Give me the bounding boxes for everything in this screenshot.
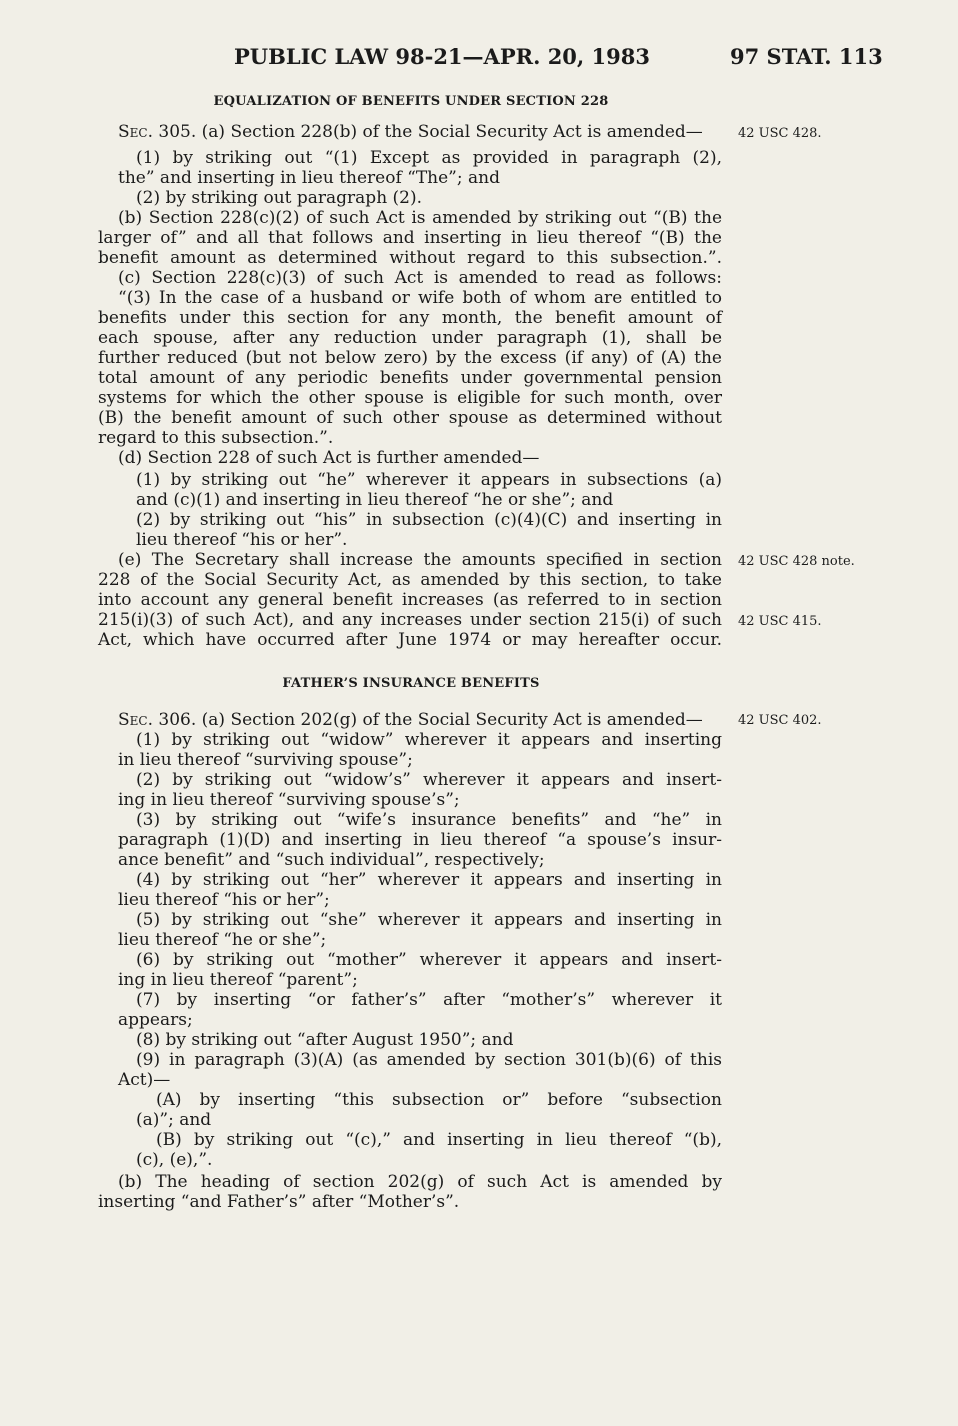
body-line: (9) in paragraph (3)(A) (as amended by section 301(b)(6) of this	[136, 1050, 722, 1070]
body-line: benefits under this section for any month, the benefit amount of	[98, 308, 722, 328]
body-line: paragraph (1)(D) and inserting in lieu thereof “a spouse’s insur-	[118, 830, 722, 850]
body-line: larger of” and all that follows and inserting in lieu thereof “(B) the	[98, 228, 722, 248]
body-line: (1) by striking out “widow” wherever it appears and inserting	[136, 730, 722, 750]
body-line: (2) by striking out “widow’s” wherever it appears and insert-	[136, 770, 722, 790]
body-line: (b) The heading of section 202(g) of such Act is amended by	[118, 1172, 722, 1192]
body-line: (B) by striking out “(c),” and inserting in lieu thereof “(b),	[156, 1130, 722, 1150]
body-line: appears;	[118, 1010, 193, 1030]
body-line: in lieu thereof “surviving spouse”;	[118, 750, 413, 770]
body-line: (e) The Secretary shall increase the amounts specified in section	[118, 550, 722, 570]
body-line: (c), (e),”.	[136, 1150, 213, 1170]
body-line: (3) by striking out “wife’s insurance benefits” and “he” in	[136, 810, 722, 830]
body-line: ing in lieu thereof “surviving spouse’s”;	[118, 790, 460, 810]
body-line: systems for which the other spouse is eligible for such month, over	[98, 388, 722, 408]
body-line: (B) the benefit amount of such other spouse as determined without	[98, 408, 722, 428]
body-line: Act)—	[118, 1070, 171, 1090]
body-line: into account any general benefit increases (as referred to in section	[98, 590, 722, 610]
body-line: (1) by striking out “he” wherever it appears in subsections (a)	[136, 470, 722, 490]
body-line: total amount of any periodic benefits under governmental pension	[98, 368, 722, 388]
body-line: ing in lieu thereof “parent”;	[118, 970, 358, 990]
body-line: (4) by striking out “her” wherever it appears and inserting in	[136, 870, 722, 890]
body-line: and (c)(1) and inserting in lieu thereof “he or she”; and	[136, 490, 614, 510]
body-line: lieu thereof “his or her”.	[136, 530, 348, 550]
body-line: (5) by striking out “she” wherever it appears and inserting in	[136, 910, 722, 930]
body-line: Act, which have occurred after June 1974 or may hereafter occur.	[98, 630, 722, 650]
body-line: (d) Section 228 of such Act is further amended—	[118, 448, 540, 468]
body-line: (6) by striking out “mother” wherever it appears and insert-	[136, 950, 722, 970]
body-line: (b) Section 228(c)(2) of such Act is amended by striking out “(B) the	[118, 208, 722, 228]
body-line: ance benefit” and “such individual”, respectively;	[118, 850, 545, 870]
body-line: (A) by inserting “this subsection or” before “subsection	[156, 1090, 722, 1110]
body-line: further reduced (but not below zero) by the excess (if any) of (A) the	[98, 348, 722, 368]
section-305-intro	[118, 122, 703, 142]
body-line: (2) by striking out paragraph (2).	[136, 188, 423, 208]
margin-note: 42 USC 415.	[738, 614, 822, 629]
margin-note: 42 USC 402.	[738, 713, 822, 728]
body-line: (7) by inserting “or father’s” after “mother’s” wherever it	[136, 990, 722, 1010]
body-line: each spouse, after any reduction under paragraph (1), shall be	[98, 328, 722, 348]
body-line: benefit amount as determined without regard to this subsection.”.	[98, 248, 722, 268]
body-line: (a)”; and	[136, 1110, 212, 1130]
body-line: (1) by striking out “(1) Except as provided in paragraph (2),	[136, 148, 722, 168]
page-header-stat: 97 STAT. 113	[730, 44, 883, 69]
body-line: (2) by striking out “his” in subsection (c)(4)(C) and inserting in	[136, 510, 722, 530]
sec-label: Sec.	[118, 122, 153, 142]
section-306-intro	[118, 710, 703, 730]
section-305-heading: EQUALIZATION OF BENEFITS UNDER SECTION 228	[213, 94, 609, 109]
body-line: (8) by striking out “after August 1950”; and	[136, 1030, 514, 1050]
sec-intro-text: 306. (a) Section 202(g) of the Social Security Act is amended—	[153, 710, 703, 730]
body-line: 215(i)(3) of such Act), and any increases under section 215(i) of such	[98, 610, 722, 630]
sec-label: Sec.	[118, 710, 153, 730]
body-line: the” and inserting in lieu thereof “The”; and	[118, 168, 500, 188]
margin-note: 42 USC 428.	[738, 126, 822, 141]
body-line: inserting “and Father’s” after “Mother’s”.	[98, 1192, 460, 1212]
page-header-title: PUBLIC LAW 98-21—APR. 20, 1983	[234, 44, 650, 69]
body-line: lieu thereof “his or her”;	[118, 890, 330, 910]
sec-intro-text: 305. (a) Section 228(b) of the Social Security Act is amended—	[153, 122, 703, 142]
body-line: 228 of the Social Security Act, as amended by this section, to take	[98, 570, 722, 590]
margin-note: 42 USC 428 note.	[738, 554, 855, 569]
body-line: lieu thereof “he or she”;	[118, 930, 327, 950]
body-line: “(3) In the case of a husband or wife both of whom are entitled to	[118, 288, 722, 308]
body-line: (c) Section 228(c)(3) of such Act is amended to read as follows:	[118, 268, 722, 288]
section-306-heading: FATHER’S INSURANCE BENEFITS	[282, 676, 540, 691]
body-line: regard to this subsection.”.	[98, 428, 334, 448]
